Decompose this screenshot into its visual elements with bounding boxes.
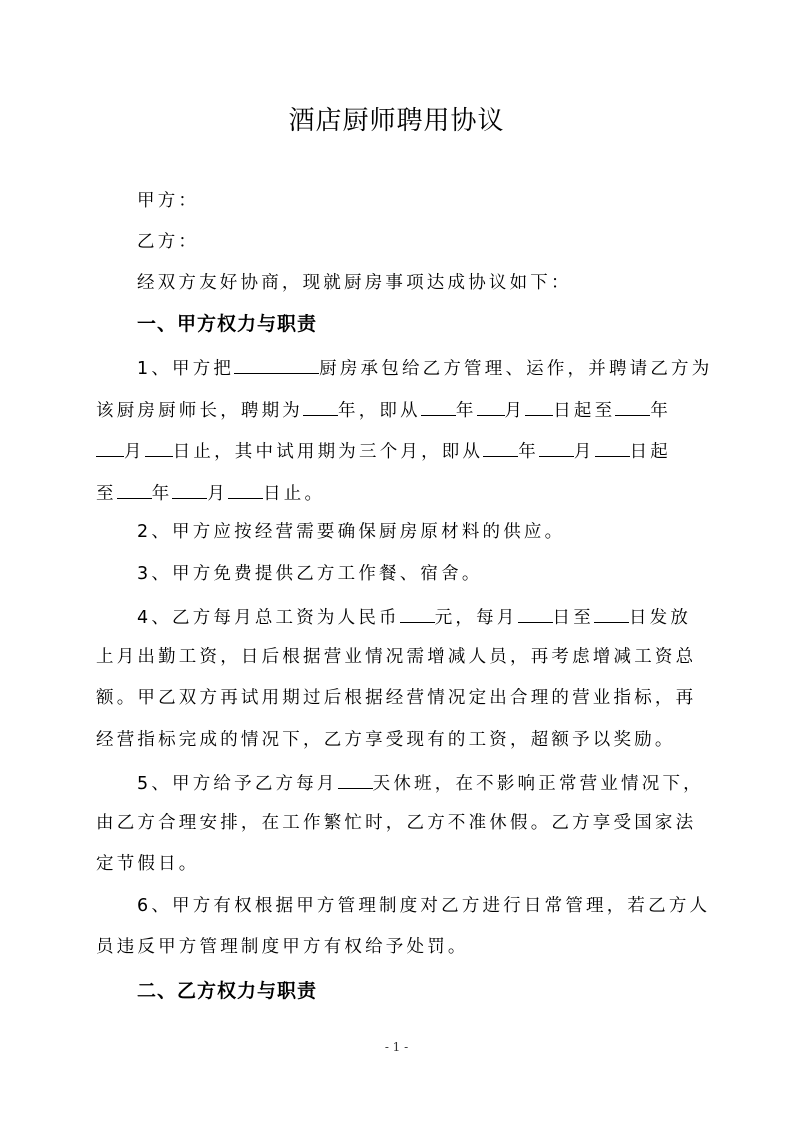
clause4-line3: 额。甲乙双方再试用期过后根据经营情况定出合理的营业指标，再 [96, 688, 697, 708]
text: 年 [455, 401, 477, 421]
text: 4、乙方每月总工资为人民币 [137, 608, 400, 628]
blank-field[interactable] [539, 438, 574, 457]
blank-field[interactable] [525, 397, 553, 416]
text: 天休班，在不影响正常营业情况下， [372, 774, 704, 794]
text: 年 [650, 401, 672, 421]
document-title: 酒店厨师聘用协议 [288, 106, 505, 136]
party-b-label: 乙方： [137, 232, 200, 252]
text: 月 [207, 484, 229, 504]
text: 厨房承包给乙方管理、运作，并聘请乙方为 [319, 359, 713, 379]
text: 日起至 [553, 401, 616, 421]
blank-field[interactable] [615, 397, 650, 416]
blank-field[interactable] [234, 355, 319, 374]
blank-field[interactable] [483, 438, 518, 457]
clause6-line2: 员违反甲方管理制度甲方有权给予处罚。 [96, 937, 469, 957]
blank-field[interactable] [518, 604, 553, 623]
text: 元，每月 [434, 608, 518, 628]
blank-field[interactable] [594, 604, 629, 623]
text: 月 [504, 401, 526, 421]
clause6-line1: 6、甲方有权根据甲方管理制度对乙方进行日常管理，若乙方人 [137, 896, 711, 916]
text: 至 [96, 484, 117, 504]
text: 年 [518, 442, 539, 462]
section1-heading: 一、甲方权力与职责 [137, 313, 318, 335]
intro-text: 经双方友好协商，现就厨房事项达成协议如下： [137, 273, 572, 293]
text: 年 [151, 484, 173, 504]
blank-field[interactable] [400, 604, 435, 623]
blank-field[interactable] [595, 438, 630, 457]
text: 年，即从 [338, 401, 421, 421]
text: 日止，其中试用期为三个月，即从 [172, 442, 484, 462]
text: 日至 [552, 608, 594, 628]
blank-field[interactable] [303, 397, 338, 416]
clause3: 3、甲方免费提供乙方工作餐、宿舍。 [137, 564, 483, 584]
text: 月 [124, 442, 145, 462]
party-a-label: 甲方： [137, 191, 200, 211]
blank-field[interactable] [117, 480, 152, 499]
clause5-line3: 定节假日。 [96, 854, 200, 874]
text: 日止。 [263, 484, 326, 504]
text: 月 [573, 442, 595, 462]
clause2: 2、甲方应按经营需要确保厨房原材料的供应。 [137, 522, 566, 542]
clause4-line4: 经营指标完成的情况下，乙方享受现有的工资，超额予以奖励。 [96, 730, 676, 750]
clause4-line2: 上月出勤工资，日后根据营业情况需增减人员，再考虑增减工资总 [96, 647, 697, 667]
clause1-line4 [96, 480, 721, 505]
blank-field[interactable] [421, 397, 456, 416]
section2-heading: 二、乙方权力与职责 [137, 980, 318, 1002]
blank-field[interactable] [96, 438, 124, 457]
clause5-line1 [137, 770, 721, 795]
page-number: - 1 - [384, 1040, 409, 1054]
text: 5、甲方给予乙方每月 [137, 774, 338, 794]
clause1-line1 [137, 355, 721, 380]
blank-field[interactable] [228, 480, 263, 499]
text: 1、甲方把 [137, 359, 235, 379]
text: 日起 [629, 442, 672, 462]
clause4-line1 [137, 604, 721, 629]
clause1-line3 [96, 438, 721, 463]
blank-field[interactable] [477, 397, 505, 416]
blank-field[interactable] [145, 438, 173, 457]
blank-field[interactable] [172, 480, 207, 499]
text: 日发放 [628, 608, 692, 628]
clause1-line2 [96, 397, 721, 422]
blank-field[interactable] [338, 770, 373, 789]
text: 该厨房厨师长，聘期为 [96, 401, 303, 421]
clause5-line2: 由乙方合理安排，在工作繁忙时，乙方不准休假。乙方享受国家法 [96, 813, 697, 833]
